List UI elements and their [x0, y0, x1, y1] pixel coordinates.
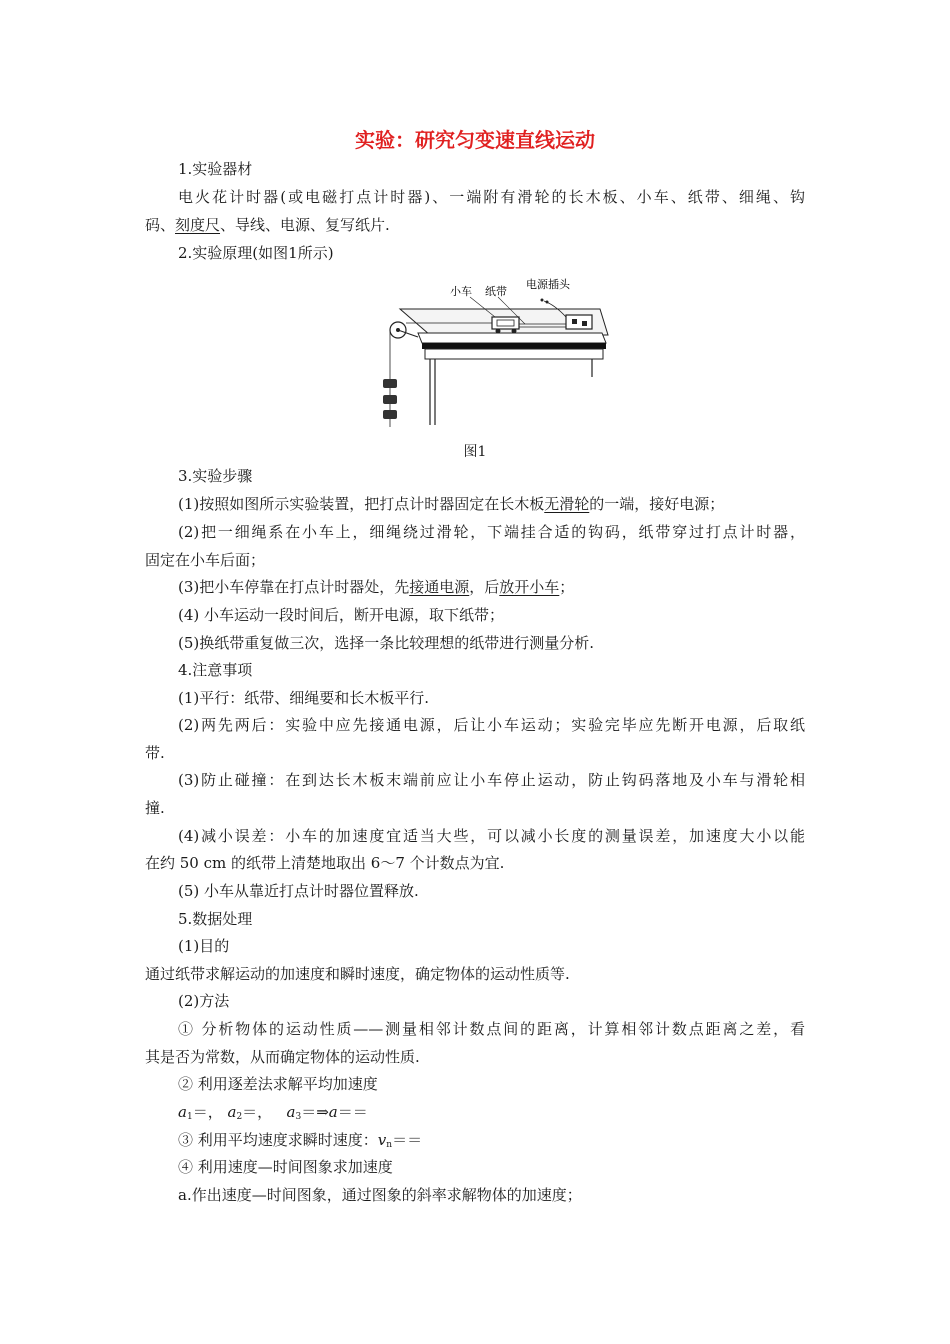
text-run: ③ 利用平均速度求瞬时速度：	[178, 1131, 378, 1149]
underlined-release-car: 放开小车	[499, 578, 560, 596]
note-1: (1)平行：纸带、细绳要和长木板平行.	[178, 689, 430, 707]
method-1-line1: ① 分析物体的运动性质——测量相邻计数点间的距离，计算相邻计数点距离之差，看	[178, 1020, 805, 1038]
paragraph-equipment-line1: 电火花计时器(或电磁打点计时器)、一端附有滑轮的长木板、小车、纸带、细绳、钩	[178, 188, 805, 206]
note-3-line2: 撞.	[145, 799, 165, 817]
note-3-line1: (3)防止碰撞：在到达长木板末端前应让小车停止运动，防止钩码落地及小车与滑轮相	[178, 771, 805, 789]
method-2: ② 利用逐差法求解平均加速度	[178, 1075, 378, 1093]
text-run: (3)把小车停靠在打点计时器处，先	[178, 578, 410, 596]
note-4-line2: 在约 50 cm 的纸带上清楚地取出 6～7 个计数点为宜.	[145, 854, 505, 872]
subscript: 2	[236, 1112, 243, 1122]
text-run: ＝，	[242, 1103, 273, 1121]
label-car: 小车	[450, 285, 472, 298]
text-run: ＝⇒	[301, 1103, 329, 1121]
car-wheel	[496, 329, 501, 334]
car-wheel	[512, 329, 517, 334]
table-front	[425, 349, 603, 359]
page-title: 实验：研究匀变速直线运动	[355, 128, 595, 152]
underlined-ruler: 刻度尺	[175, 216, 221, 234]
apparatus-figure	[370, 277, 610, 432]
text-run: 码、	[145, 216, 176, 234]
step-5: (5)换纸带重复做三次，选择一条比较理想的纸带进行测量分析.	[178, 634, 595, 652]
section-heading-equipment: 1.实验器材	[178, 160, 253, 178]
text-run: 的一端，接好电源；	[589, 495, 725, 513]
var-v: v	[377, 1131, 387, 1149]
section-heading-principle: 2.实验原理(如图1所示)	[178, 244, 334, 262]
note-2-line1: (2)两先两后：实验中应先接通电源，后让小车运动；实验完毕应先断开电源，后取纸	[178, 716, 805, 734]
var-a: a	[328, 1103, 338, 1121]
hook-weight	[383, 379, 397, 388]
text-run: (1)按照如图所示实验装置，把打点计时器固定在长木板	[178, 495, 545, 513]
note-4-line1: (4)减小误差：小车的加速度宜适当大些，可以减小长度的测量误差，加速度大小以能	[178, 827, 805, 845]
section-heading-data: 5.数据处理	[178, 910, 253, 928]
text-run: ；	[559, 578, 575, 596]
paragraph-equipment-line2	[145, 215, 390, 235]
hook-weight	[383, 395, 397, 404]
section-heading-notes: 4.注意事项	[178, 661, 253, 679]
step-4: (4) 小车运动一段时间后，断开电源，取下纸带；	[178, 606, 505, 624]
timer	[566, 315, 592, 329]
var-a: a	[178, 1103, 187, 1121]
label-plug: 电源插头	[526, 278, 570, 291]
figure-caption: 图1	[463, 444, 487, 460]
subscript: 1	[186, 1112, 193, 1122]
purpose-heading: (1)目的	[178, 937, 230, 955]
formula-line	[178, 1102, 368, 1127]
board-edge	[422, 343, 606, 349]
step-2-line2: 固定在小车后面；	[145, 551, 266, 569]
step-2-line1: (2)把一细绳系在小车上，细绳绕过滑轮，下端挂合适的钩码，纸带穿过打点计时器，	[178, 523, 805, 541]
long-board	[418, 333, 606, 343]
method-4: ④ 利用速度—时间图象求加速度	[178, 1158, 393, 1176]
method-heading: (2)方法	[178, 992, 230, 1010]
text-run: 、导线、电源、复写纸片.	[220, 216, 390, 234]
text-run: ＝，	[192, 1103, 223, 1121]
note-2-line2: 带.	[145, 744, 165, 762]
var-a: a	[286, 1103, 296, 1121]
subscript: 3	[295, 1112, 302, 1122]
text-run: ，后	[469, 578, 500, 596]
method-1-line2: 其是否为常数，从而确定物体的运动性质.	[145, 1048, 420, 1066]
underlined-power-on: 接通电源	[409, 578, 470, 596]
step-1	[178, 494, 724, 514]
step-3	[178, 577, 574, 597]
section-heading-steps: 3.实验步骤	[178, 467, 253, 485]
method-3	[178, 1130, 422, 1155]
hook-weight	[383, 410, 397, 419]
subscript: n	[386, 1140, 393, 1150]
method-4-a: a.作出速度—时间图象，通过图象的斜率求解物体的加速度；	[178, 1186, 582, 1204]
purpose-text: 通过纸带求解运动的加速度和瞬时速度，确定物体的运动性质等.	[145, 965, 570, 983]
text-run: ＝＝	[392, 1131, 423, 1149]
underlined-no-pulley: 无滑轮	[544, 495, 590, 513]
text-run: ＝＝	[337, 1103, 368, 1121]
label-tape: 纸带	[485, 285, 507, 298]
note-5: (5) 小车从靠近打点计时器位置释放.	[178, 882, 419, 900]
var-a: a	[227, 1103, 237, 1121]
